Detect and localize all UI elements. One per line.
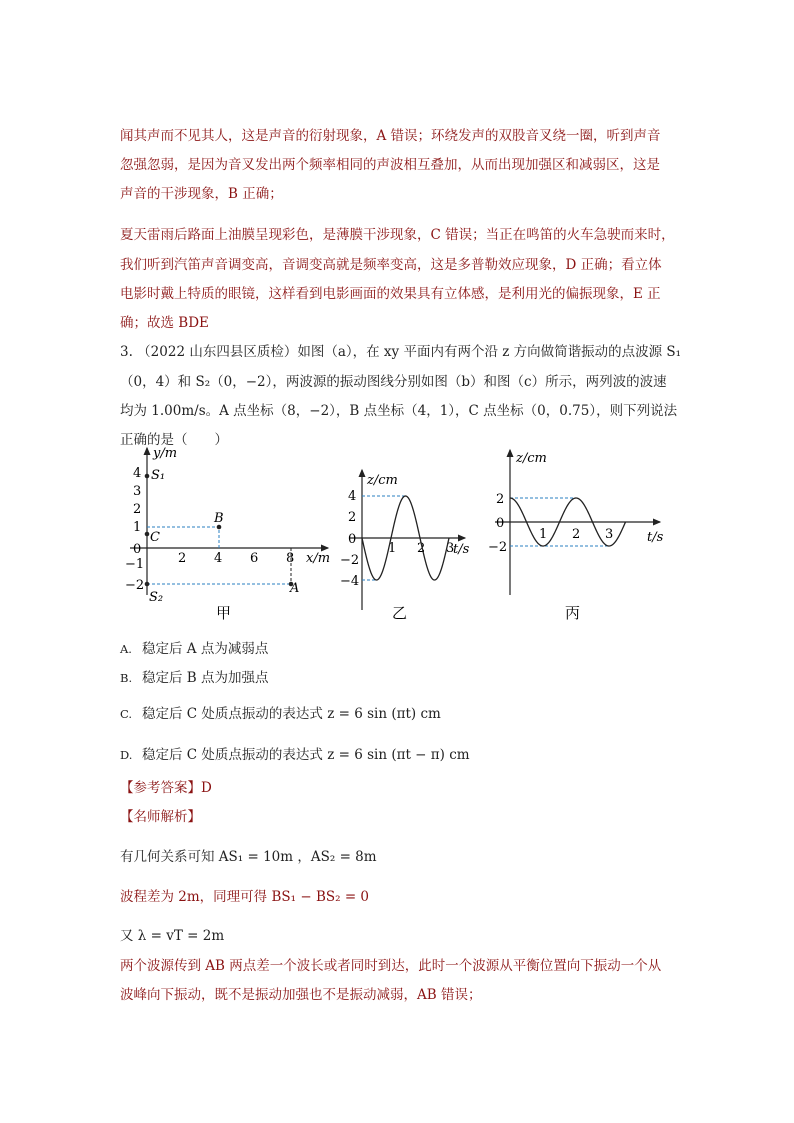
figure-jia: [125, 446, 330, 622]
jia-label-a: A: [290, 581, 300, 596]
question-line-4: 正确的是（ ）: [120, 432, 228, 448]
jia-y-tick: 0: [133, 542, 142, 557]
jia-x-tick: 8: [286, 551, 295, 566]
answer-line: [120, 779, 680, 797]
bing-t-tick: 1: [539, 527, 548, 542]
option-d: [120, 743, 470, 763]
explanation-line-2: 忽强忽弱，是因为音叉发出两个频率相同的声波相互叠加，从而出现加强区和减弱区，这是: [120, 157, 660, 173]
jia-point-s1: [145, 474, 150, 479]
question-line-2: （0，4）和 S₂（0，−2），两波源的振动图线分别如图（b）和图（c）所示，两列波的波速: [120, 374, 667, 390]
figure-group: [120, 440, 680, 625]
jia-y-tick: −2: [125, 578, 145, 593]
answer-value: D: [201, 780, 212, 796]
yi-z-tick: 4: [348, 489, 357, 504]
figure-bing: [488, 450, 664, 622]
yi-t-tick: 2: [417, 541, 426, 556]
explanation-line-5: 我们听到汽笛声音调变高，音调变高就是频率变高，这是多普勒效应现象，D 正确；看立体: [120, 257, 662, 273]
analysis-line-5: 波峰向下振动，既不是振动加强也不是振动减弱，AB 错误；: [120, 987, 482, 1003]
bing-t-tick: 3: [605, 527, 614, 542]
answer-label: 【参考答案】: [120, 780, 201, 796]
jia-point-s2: [145, 582, 150, 587]
bing-caption: 丙: [565, 604, 581, 622]
jia-label-b: B: [214, 511, 224, 526]
yi-t-tick: 3: [446, 541, 455, 556]
figure-yi: [340, 470, 470, 622]
yi-caption: 乙: [392, 604, 408, 622]
yi-z-tick: 0: [348, 532, 357, 547]
jia-y-tick: 2: [133, 502, 142, 517]
bing-z-tick: 0: [496, 516, 505, 531]
option-b-label: B.: [120, 671, 133, 685]
question-line-3: 均为 1.00m/s。A 点坐标（8，−2），B 点坐标（4，1），C 点坐标（0，0.75），则下列说法: [120, 403, 678, 419]
analysis-line-3: 又 λ = vT = 2m: [120, 928, 225, 944]
jia-label-s1: S₁: [151, 468, 166, 483]
yi-z-tick: −4: [340, 574, 360, 589]
question-line-1: 3. （2022 山东四县区质检）如图（a），在 xy 平面内有两个沿 z 方向做简谐振动的点波源 S₁: [120, 344, 682, 360]
analysis-line-2: 波程差为 2m，同理可得 BS₁ − BS₂ = 0: [120, 889, 370, 905]
option-a-text: 稳定后 A 点为减弱点: [142, 641, 269, 657]
jia-label-c: C: [150, 530, 160, 545]
jia-point-c: [145, 532, 150, 537]
bing-z-tick: −2: [488, 540, 508, 555]
option-d-label: D.: [120, 748, 133, 762]
option-a: [120, 637, 268, 657]
bing-t-label: t/s: [647, 530, 664, 545]
option-b-text: 稳定后 B 点为加强点: [142, 670, 269, 686]
analysis-label: 【名师解析】: [120, 809, 201, 825]
yi-t-tick: 1: [388, 541, 397, 556]
option-c-label: C.: [120, 707, 133, 721]
option-a-label: A.: [120, 642, 132, 656]
yi-z-tick: −2: [340, 553, 360, 568]
bing-t-tick: 2: [572, 527, 581, 542]
jia-y-tick: 1: [133, 520, 142, 535]
yi-z-label: z/cm: [367, 473, 398, 488]
explanation-line-4: 夏天雷雨后路面上油膜呈现彩色，是薄膜干涉现象，C 错误；当正在鸣笛的火车急驶而来时，: [120, 227, 675, 243]
jia-x-tick: 6: [250, 551, 259, 566]
analysis-line-4: 两个波源传到 AB 两点差一个波长或者同时到达，此时一个波源从平衡位置向下振动一个从: [120, 958, 662, 974]
jia-x-tick: 4: [214, 551, 223, 566]
bing-z-label: z/cm: [516, 451, 547, 466]
jia-caption: 甲: [216, 604, 232, 622]
jia-y-tick: 3: [133, 484, 142, 499]
analysis-line-1: 有几何关系可知 AS₁ = 10m ，AS₂ = 8m: [120, 849, 377, 865]
yi-z-tick: 2: [348, 510, 357, 525]
jia-x-tick: 2: [178, 551, 187, 566]
explanation-line-7: 确；故选 BDE: [120, 315, 209, 331]
option-b: [120, 666, 269, 686]
explanation-line-1: 闻其声而不见其人，这是声音的衍射现象，A 错误；环绕发声的双股音叉绕一圈，听到声音: [120, 128, 661, 144]
jia-x-label: x/m: [306, 551, 331, 566]
yi-t-label: t/s: [453, 542, 470, 557]
jia-y-label: y/m: [153, 446, 178, 461]
option-c: [120, 702, 441, 722]
jia-y-tick: −1: [125, 557, 145, 572]
bing-z-tick: 2: [496, 492, 505, 507]
jia-y-tick: 4: [133, 466, 142, 481]
explanation-line-6: 电影时戴上特质的眼镜，这样看到电影画面的效果具有立体感，是利用光的偏振现象，E 正: [120, 286, 661, 302]
option-d-text: 稳定后 C 处质点振动的表达式 z = 6 sin (πt − π) cm: [142, 747, 470, 763]
explanation-line-3: 声音的干涉现象，B 正确；: [120, 186, 283, 202]
jia-label-s2: S₂: [149, 590, 164, 605]
option-c-text: 稳定后 C 处质点振动的表达式 z = 6 sin (πt) cm: [142, 706, 441, 722]
